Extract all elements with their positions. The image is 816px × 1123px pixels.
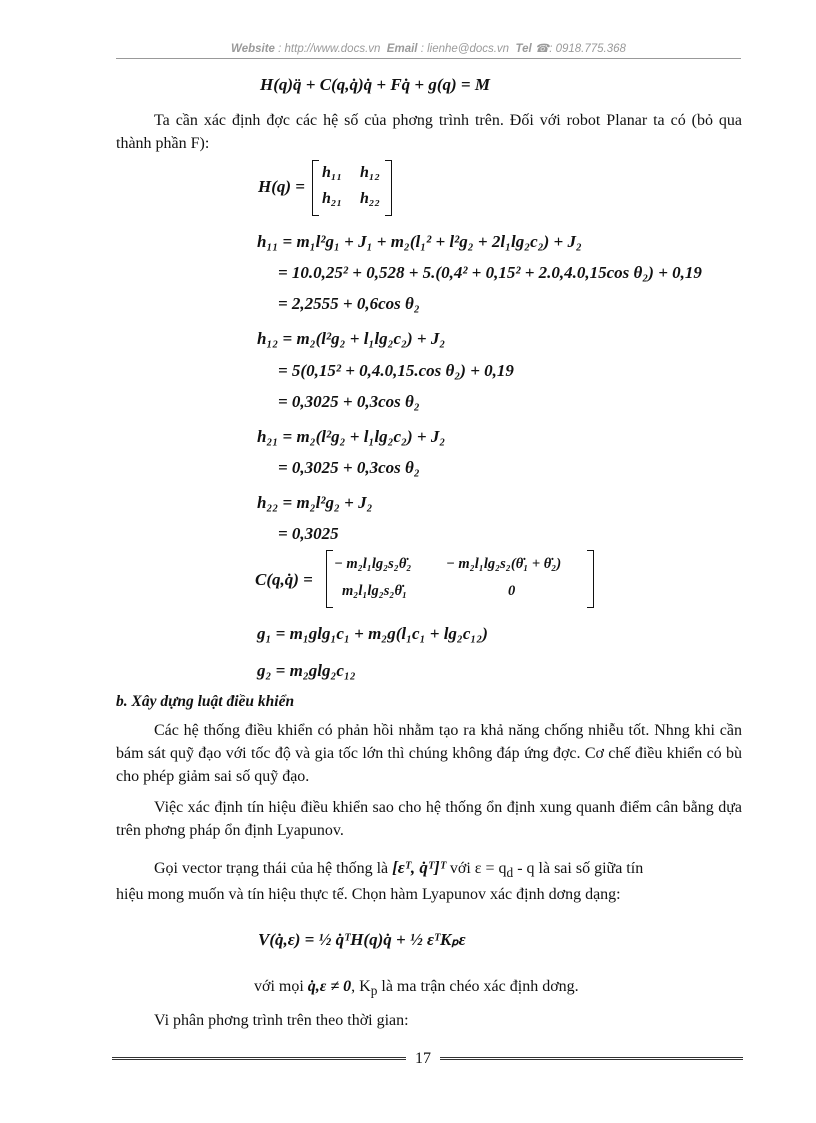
tel-value: : 0918.775.368 bbox=[549, 43, 626, 55]
c-matrix-left-bracket bbox=[326, 550, 333, 608]
phone-icon: ☎ bbox=[534, 43, 550, 55]
state-vector-math: [εᵀ, q̇ᵀ]ᵀ bbox=[392, 858, 446, 877]
g1-equation: g₁ = m₁glg₁c₁ + m₂g(l₁c₁ + lg₂c₁₂) bbox=[257, 624, 488, 643]
c-matrix-cell-21: m₂l₁lg₂s₂θ̇₁ bbox=[342, 583, 408, 599]
state-vector-text: Gọi vector trạng thái của hệ thống là bbox=[154, 860, 389, 877]
lyapunov-choice-line bbox=[116, 886, 621, 904]
error-definition: với ε = q bbox=[449, 860, 507, 877]
condition-kp: , K bbox=[351, 978, 371, 995]
h11-line-3: = 2,2555 + 0,6cos θ₂ bbox=[278, 294, 420, 313]
h22-line-1: h₂₂ = m₂l²g₂ + J₂ bbox=[257, 493, 373, 512]
h21-line-2: = 0,3025 + 0,3cos θ₂ bbox=[278, 458, 420, 477]
error-subscript: d bbox=[506, 865, 514, 881]
h-matrix-cell-21: h₂₁ bbox=[322, 190, 343, 207]
c-matrix-label: C(q,q̇) = bbox=[255, 570, 313, 589]
section-heading: b. Xây dựng luật điều khiển bbox=[116, 693, 295, 710]
differentiate-line: Vi phân phơng trình trên theo thời gian: bbox=[154, 1012, 409, 1029]
h-matrix-right-bracket bbox=[385, 160, 392, 216]
c-matrix-cell-12: − m₂l₁lg₂s₂(θ̇₁ + θ̇₂) bbox=[446, 556, 562, 572]
h12-line-1: h₁₂ = m₂(l²g₂ + l₁lg₂c₂) + J₂ bbox=[257, 329, 446, 348]
tel-label: Tel bbox=[515, 43, 532, 55]
c-matrix-right-bracket bbox=[587, 550, 594, 608]
h12-line-3: = 0,3025 + 0,3cos θ₂ bbox=[278, 392, 420, 411]
h-matrix-cell-22: h₂₂ bbox=[360, 190, 381, 207]
error-definition-end: - q là sai số giữa tín bbox=[513, 860, 644, 877]
condition-math: q̇,ε ≠ 0 bbox=[307, 978, 352, 995]
website-label: Website bbox=[231, 43, 275, 55]
lyapunov-choice-word: dơng bbox=[548, 886, 582, 903]
website-value: : http://www.docs.vn bbox=[278, 43, 381, 55]
h-matrix-left-bracket bbox=[312, 160, 319, 216]
h11-line-2: = 10.0,25² + 0,528 + 5.(0,4² + 0,15² + 2.0,4.0,15cos θ₂) + 0,19 bbox=[278, 263, 702, 282]
paragraph-coefficients: Ta cần xác định đợc các hệ số của phơng trình trên. Đối với robot Planar ta có (bỏ qua thành phần F): bbox=[116, 112, 742, 152]
lyapunov-equation: V(q̇,ε) = ½ q̇ᵀH(q)q̇ + ½ εᵀKₚε bbox=[258, 930, 466, 949]
c-matrix bbox=[326, 550, 594, 608]
email-value: : lienhe@docs.vn bbox=[420, 43, 510, 55]
dynamics-equation: H(q)q̈ + C(q,q̇)q̇ + Fq̇ + g(q) = M bbox=[260, 75, 490, 94]
c-matrix-cell-11: − m₂l₁lg₂s₂θ̇₂ bbox=[334, 556, 412, 572]
paragraph-feedback: Các hệ thống điều khiển có phản hồi nhằm tạo ra khả năng chống nhiễu tốt. Nhng khi cần bám sát quỹ đạo với tốc độ và gia tốc lớn thì chúng không đáp ứng đợc. Cơ chế điều khiển có bù cho phép giảm sai số quỹ đạo. bbox=[116, 722, 742, 785]
lyapunov-choice-text: hiệu mong muốn và tín hiệu thực tế. Chọn hàm Lyapunov xác định bbox=[116, 886, 545, 903]
g2-equation: g₂ = m₂glg₂c₁₂ bbox=[257, 661, 356, 680]
state-vector-line bbox=[154, 858, 643, 881]
h-matrix-cell-11: h₁₁ bbox=[322, 164, 343, 181]
h-matrix bbox=[312, 160, 392, 216]
page-header bbox=[116, 41, 741, 55]
page-number: 17 bbox=[415, 1050, 431, 1067]
h12-line-2: = 5(0,15² + 0,4.0,15.cos θ₂) + 0,19 bbox=[278, 361, 514, 380]
footer-rule-right bbox=[440, 1057, 743, 1060]
h-matrix-cell-12: h₁₂ bbox=[360, 164, 381, 181]
condition-text: với mọi bbox=[254, 978, 304, 995]
condition-kp-subscript: p bbox=[370, 983, 378, 999]
h-matrix-label: H(q) = bbox=[258, 177, 305, 196]
c-matrix-cell-22: 0 bbox=[508, 583, 516, 599]
email-label: Email bbox=[386, 43, 418, 55]
h21-line-1: h₂₁ = m₂(l²g₂ + l₁lg₂c₂) + J₂ bbox=[257, 427, 446, 446]
paragraph-lyapunov-method: Việc xác định tín hiệu điều khiển sao cho hệ thống ổn định xung quanh điểm cân bằng dựa trên phơng pháp ổn định Lyapunov. bbox=[116, 799, 742, 839]
lyapunov-choice-end: dạng: bbox=[581, 886, 621, 903]
condition-line bbox=[254, 978, 579, 999]
h22-line-2: = 0,3025 bbox=[278, 524, 339, 543]
condition-end: là ma trận chéo xác định dơng. bbox=[377, 978, 579, 995]
h11-line-1: h₁₁ = m₁l²g₁ + J₁ + m₂(l₁² + l²g₂ + 2l₁lg₂c₂) + J₂ bbox=[257, 232, 582, 251]
header-rule bbox=[116, 58, 741, 59]
footer-rule-left bbox=[112, 1057, 406, 1060]
